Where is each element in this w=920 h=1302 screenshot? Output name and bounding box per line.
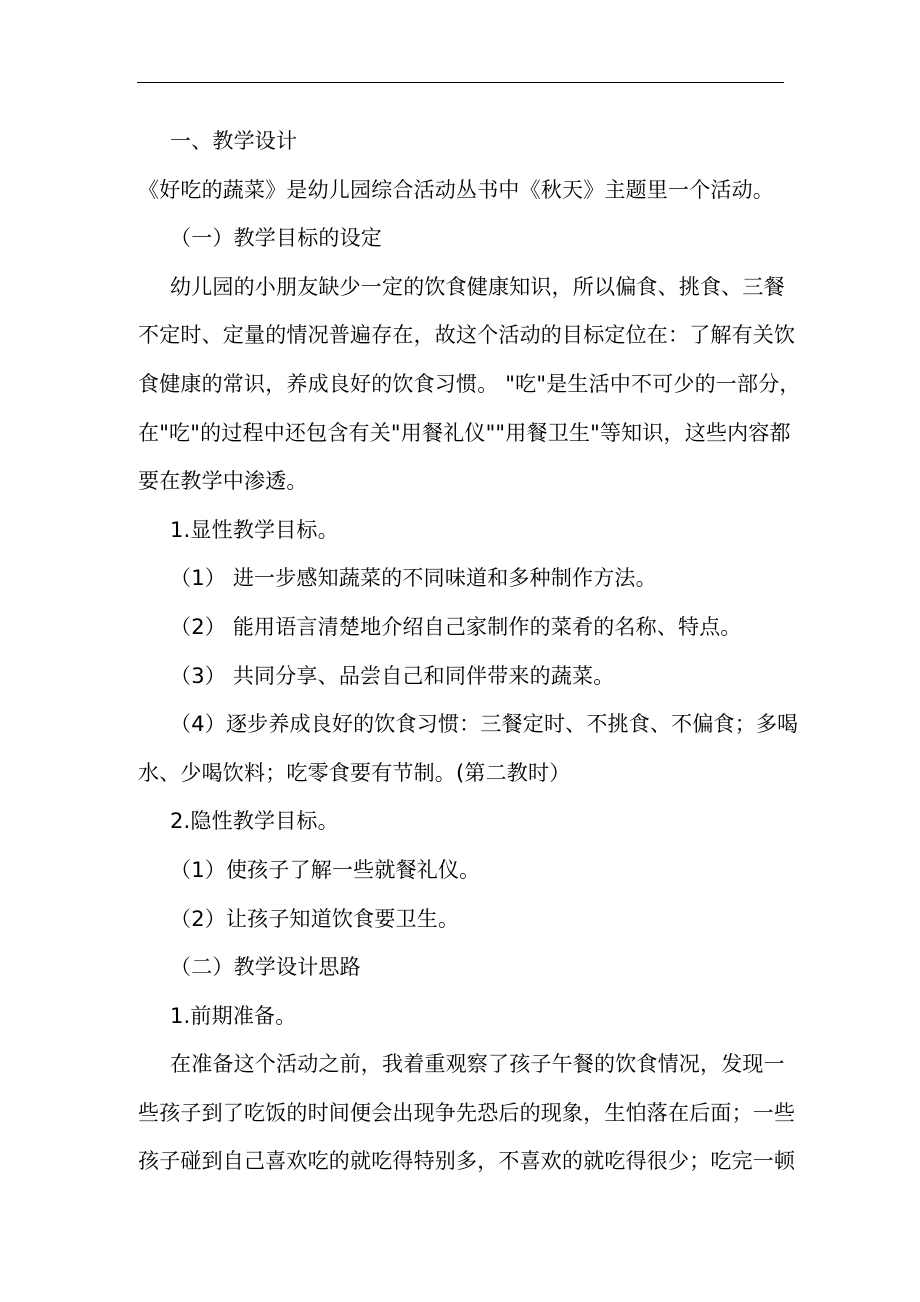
explicit-goal-4-line-2: 水、少喝饮料；吃零食要有节制。(第二教时） [138,760,571,785]
section1-title: （一）教学目标的设定 [170,226,382,251]
implicit-goal-2: （2）让孩子知道饮食要卫生。 [170,906,460,931]
explicit-goal-1: （1） 进一步感知蔬菜的不同味道和多种制作方法。 [170,566,657,591]
explicit-goal-3: （3） 共同分享、品尝自己和同伴带来的蔬菜。 [170,663,615,688]
explicit-goals-title: 1.显性教学目标。 [170,517,339,542]
section1-line-1: 幼儿园的小朋友缺少一定的饮食健康知识，所以偏食、挑食、三餐 [170,274,785,299]
prep-line-3: 孩子碰到自己喜欢吃的就吃得特别多，不喜欢的就吃得很少；吃完一顿 [138,1149,796,1174]
prep-title: 1.前期准备。 [170,1003,297,1028]
section1-paragraph [138,263,801,506]
section1-line-5: 要在教学中渗透。 [138,469,308,494]
explicit-goal-4-line-1: （4）逐步养成良好的饮食习惯：三餐定时、不挑食、不偏食；多喝 [170,712,799,737]
implicit-goals-title: 2.隐性教学目标。 [170,809,339,834]
section2-title: （二）教学设计思路 [170,955,361,980]
prep-paragraph [138,1040,796,1186]
section1-line-3: 食健康的常识，养成良好的饮食习惯。 "吃"是生活中不可少的一部分， [138,371,801,396]
explicit-goal-2: （2） 能用语言清楚地介绍自己家制作的菜肴的名称、特点。 [170,614,742,639]
heading: 一、教学设计 [170,129,298,153]
document-body [138,117,801,1186]
header-rule [137,82,784,83]
intro-paragraph: 《好吃的蔬菜》是幼儿园综合活动丛书中《秋天》主题里一个活动。 [138,177,774,202]
prep-line-1: 在准备这个活动之前，我着重观察了孩子午餐的饮食情况，发现一 [170,1052,785,1077]
explicit-goal-4 [138,700,799,797]
implicit-goal-1: （1）使孩子了解一些就餐礼仪。 [170,857,481,882]
section1-line-4: 在"吃"的过程中还包含有关"用餐礼仪""用餐卫生"等知识，这些内容都 [138,420,791,445]
section1-line-2: 不定时、定量的情况普遍存在，故这个活动的目标定位在：了解有关饮 [138,323,796,348]
prep-line-2: 些孩子到了吃饭的时间便会出现争先恐后的现象，生怕落在后面；一些 [138,1100,796,1125]
